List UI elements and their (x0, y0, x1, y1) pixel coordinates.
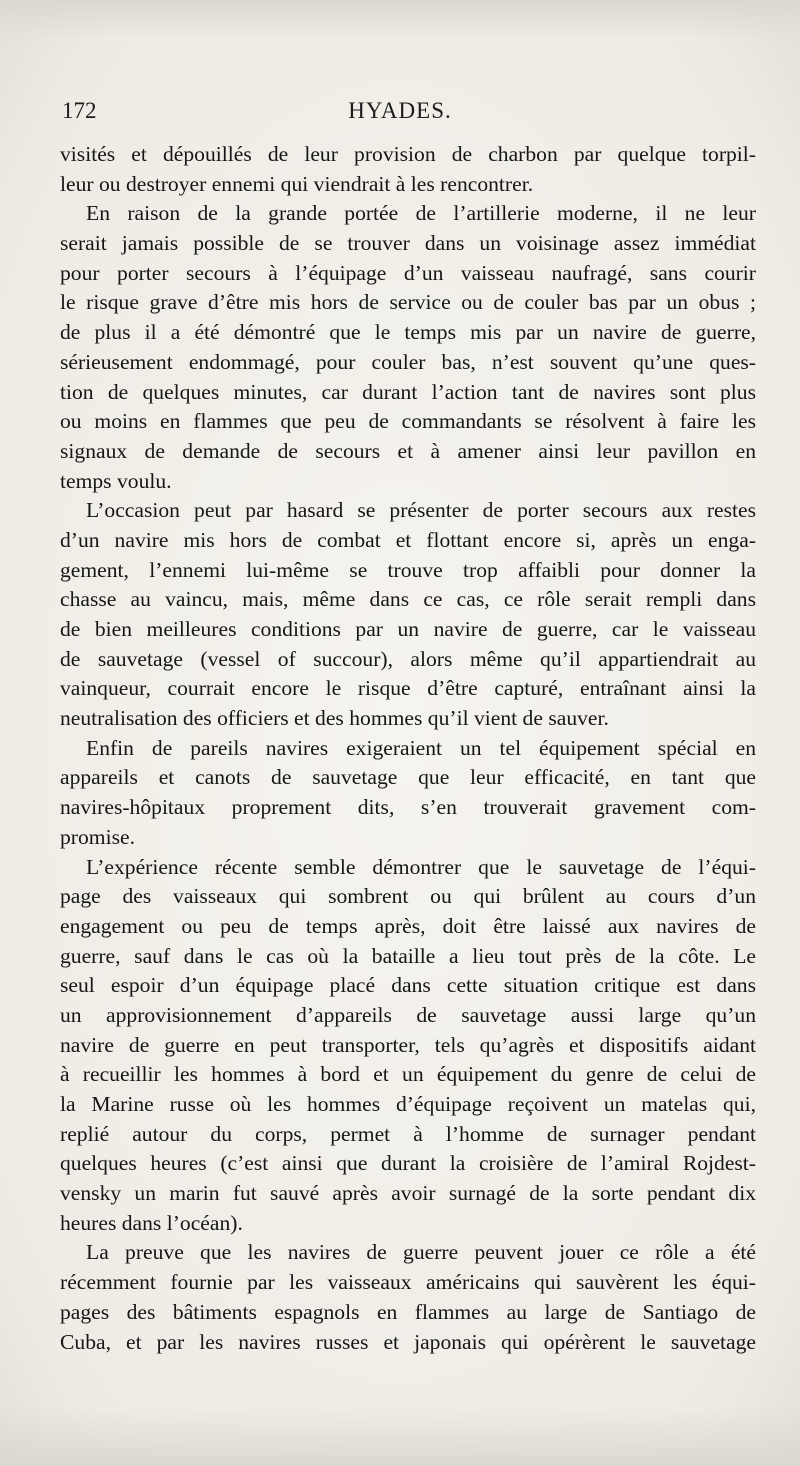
text-line: chasse au vaincu, mais, même dans ce cas, ce rôle serait rempli dans (60, 587, 756, 612)
text-line: neutralisation des officiers et des hommes qu’il vient de sauver. (60, 706, 609, 731)
text-line: En raison de la grande portée de l’artillerie moderne, il ne leur (86, 201, 756, 226)
body-text (60, 140, 756, 1357)
text-line: signaux de demande de secours et à amener ainsi leur pavillon en (60, 438, 756, 463)
text-line: gement, l’ennemi lui-même se trouve trop affaibli pour donner la (60, 557, 756, 582)
paragraph (60, 140, 756, 199)
paragraph (60, 734, 756, 853)
text-line: page des vaisseaux qui sombrent ou qui brûlent au cours d’un (60, 884, 756, 909)
text-line: pages des bâtiments espagnols en flammes au large de Santiago de (60, 1299, 756, 1324)
text-line: vainqueur, courrait encore le risque d’être capturé, entraînant ainsi la (60, 676, 756, 701)
page-edge-shadow-bottom (0, 1406, 800, 1466)
text-line: heures dans l’océan). (60, 1210, 243, 1235)
text-line: tion de quelques minutes, car durant l’action tant de navires sont plus (60, 379, 756, 404)
page-edge-shadow-top (0, 0, 800, 40)
text-line: replié autour du corps, permet à l’homme de surnager pendant (60, 1121, 756, 1146)
text-line: de sauvetage (vessel of succour), alors même qu’il appartiendrait au (60, 646, 756, 671)
text-line: promise. (60, 824, 135, 849)
text-line: navire de guerre en peut transporter, tels qu’agrès et dispositifs aidant (60, 1032, 756, 1057)
text-line: récemment fournie par les vaisseaux américains qui sauvèrent les équi- (60, 1270, 756, 1295)
text-line: la Marine russe où les hommes d’équipage reçoivent un matelas qui, (60, 1092, 756, 1116)
paragraph (60, 853, 756, 1239)
running-head: HYADES. (348, 98, 452, 123)
text-line: de bien meilleures conditions par un navire de guerre, car le vaisseau (60, 617, 756, 641)
text-line: seul espoir d’un équipage placé dans cette situation critique est dans (60, 973, 756, 998)
text-line: quelques heures (c’est ainsi que durant la croisière de l’amiral Rojdest- (60, 1151, 756, 1176)
paragraph (60, 496, 756, 734)
text-line: serait jamais possible de se trouver dans un voisinage assez immédiat (60, 231, 756, 256)
text-line: sérieusement endommagé, pour couler bas, n’est souvent qu’une ques- (60, 349, 756, 374)
text-line: vensky un marin fut sauvé après avoir surnagé de la sorte pendant dix (60, 1181, 756, 1206)
text-line: le risque grave d’être mis hors de service ou de couler bas par un obus ; (60, 290, 756, 315)
text-line: appareils et canots de sauvetage que leur efficacité, en tant que (60, 765, 756, 790)
text-line: d’un navire mis hors de combat et flottant encore si, après un enga- (60, 527, 756, 552)
paragraph (60, 199, 756, 496)
page-header (60, 98, 760, 132)
text-line: L’expérience récente semble démontrer que le sauvetage de l’équi- (86, 854, 756, 879)
text-line: guerre, sauf dans le cas où la bataille a lieu tout près de la côte. Le (60, 943, 756, 968)
text-line: L’occasion peut par hasard se présenter de porter secours aux restes (86, 498, 756, 523)
text-line: La preuve que les navires de guerre peuvent jouer ce rôle a été (86, 1240, 756, 1265)
text-line: à recueillir les hommes à bord et un équipement du genre de celui de (60, 1062, 756, 1087)
text-line: de plus il a été démontré que le temps mis par un navire de guerre, (60, 320, 756, 345)
text-line: engagement ou peu de temps après, doit être laissé aux navires de (60, 913, 756, 938)
text-line: temps voulu. (60, 468, 172, 493)
paragraph (60, 1238, 756, 1357)
text-line: ou moins en flammes que peu de commandants se résolvent à faire les (60, 409, 756, 434)
text-line: visités et dépouillés de leur provision de charbon par quelque torpil- (60, 142, 756, 166)
text-line: Cuba, et par les navires russes et japonais qui opérèrent le sauvetage (60, 1329, 756, 1354)
text-line: Enfin de pareils navires exigeraient un tel équipement spécial en (86, 735, 756, 760)
text-line: un approvisionnement d’appareils de sauvetage aussi large qu’un (60, 1002, 756, 1027)
page-number: 172 (62, 98, 97, 123)
text-line: leur ou destroyer ennemi qui viendrait à les rencontrer. (60, 171, 534, 196)
text-line: pour porter secours à l’équipage d’un vaisseau naufragé, sans courir (60, 260, 756, 285)
text-line: navires-hôpitaux proprement dits, s’en trouverait gravement com- (60, 795, 756, 820)
